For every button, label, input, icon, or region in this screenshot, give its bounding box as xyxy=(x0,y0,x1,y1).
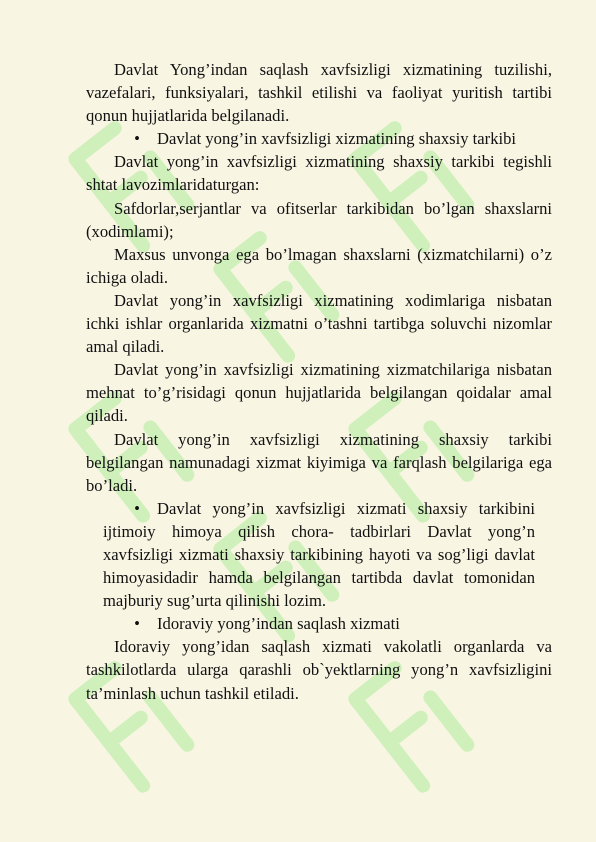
paragraph: Davlat Yong’indan saqlash xavfsizligi xizmatining tuzilishi, vazefalari, funksiyalari, tashkil etilishi va faoliyat yuritish tartibi qonun hujjatlarida belgilanadi. xyxy=(86,60,552,126)
bullet-text: Davlat yong’in xavfsizligi xizmati shaxsiy tarkibini ijtimoiy himoya qilish chora- tadbirlari Davlat yong’n xavfsizligi xizmati shaxsiy tarkibining hayoti va sog’ligi davlat himoyasidadir hamda belgilangan tartibda davlat tomonidan majburiy sug’urta qilinishi lozim. xyxy=(103,498,535,611)
bullet-dot: • xyxy=(134,498,140,518)
bullet-item xyxy=(86,127,552,150)
bullet-item xyxy=(86,497,552,612)
paragraph: Idoraviy yong’idan saqlash xizmati vakolatli organlarda va tashkilotlarda ularga qarashli ob`yektlarning yong’n xavfsizligini ta’minlash uchun tashkil etiladi. xyxy=(86,637,552,703)
paragraph: Davlat yong’in xavfsizligi xizmatining shaxsiy tarkibi belgilangan namunadagi xizmat kiyimiga va farqlash belgilariga ega bo’ladi. xyxy=(86,429,552,495)
bullet-item xyxy=(86,612,552,635)
paragraph: Davlat yong’in xavfsizligi xizmatining xodimlariga nisbatan ichki ishlar organlarida xizmatni o’tashni tartibga soluvchi nizomlar amal qiladi. xyxy=(86,290,552,357)
document-body xyxy=(86,58,552,705)
bullet-dot: • xyxy=(134,129,140,149)
bullet-text: Idoraviy yong’indan saqlash xizmati xyxy=(157,614,400,634)
bullet-dot: • xyxy=(134,614,140,634)
paragraph: Davlat yong’in xavfsizligi xizmatining shaxsiy tarkibi tegishli shtat lavozimlaridaturgan: xyxy=(86,152,552,195)
paragraph: Maxsus unvonga ega bo’lmagan shaxslarni (xizmatchilarni) o’z ichiga oladi. xyxy=(86,244,552,287)
bullet-text: Davlat yong’in xavfsizligi xizmatining shaxsiy tarkibi xyxy=(157,129,517,149)
paragraph: Safdorlar,serjantlar va ofitserlar tarkibidan bo’lgan shaxslarni (xodimlami); xyxy=(86,198,552,241)
paragraph: Davlat yong’in xavfsizligi xizmatining xizmatchilariga nisbatan mehnat to’g’risidagi qonun hujjatlarida belgilangan qoidalar amal qiladi. xyxy=(86,360,552,426)
